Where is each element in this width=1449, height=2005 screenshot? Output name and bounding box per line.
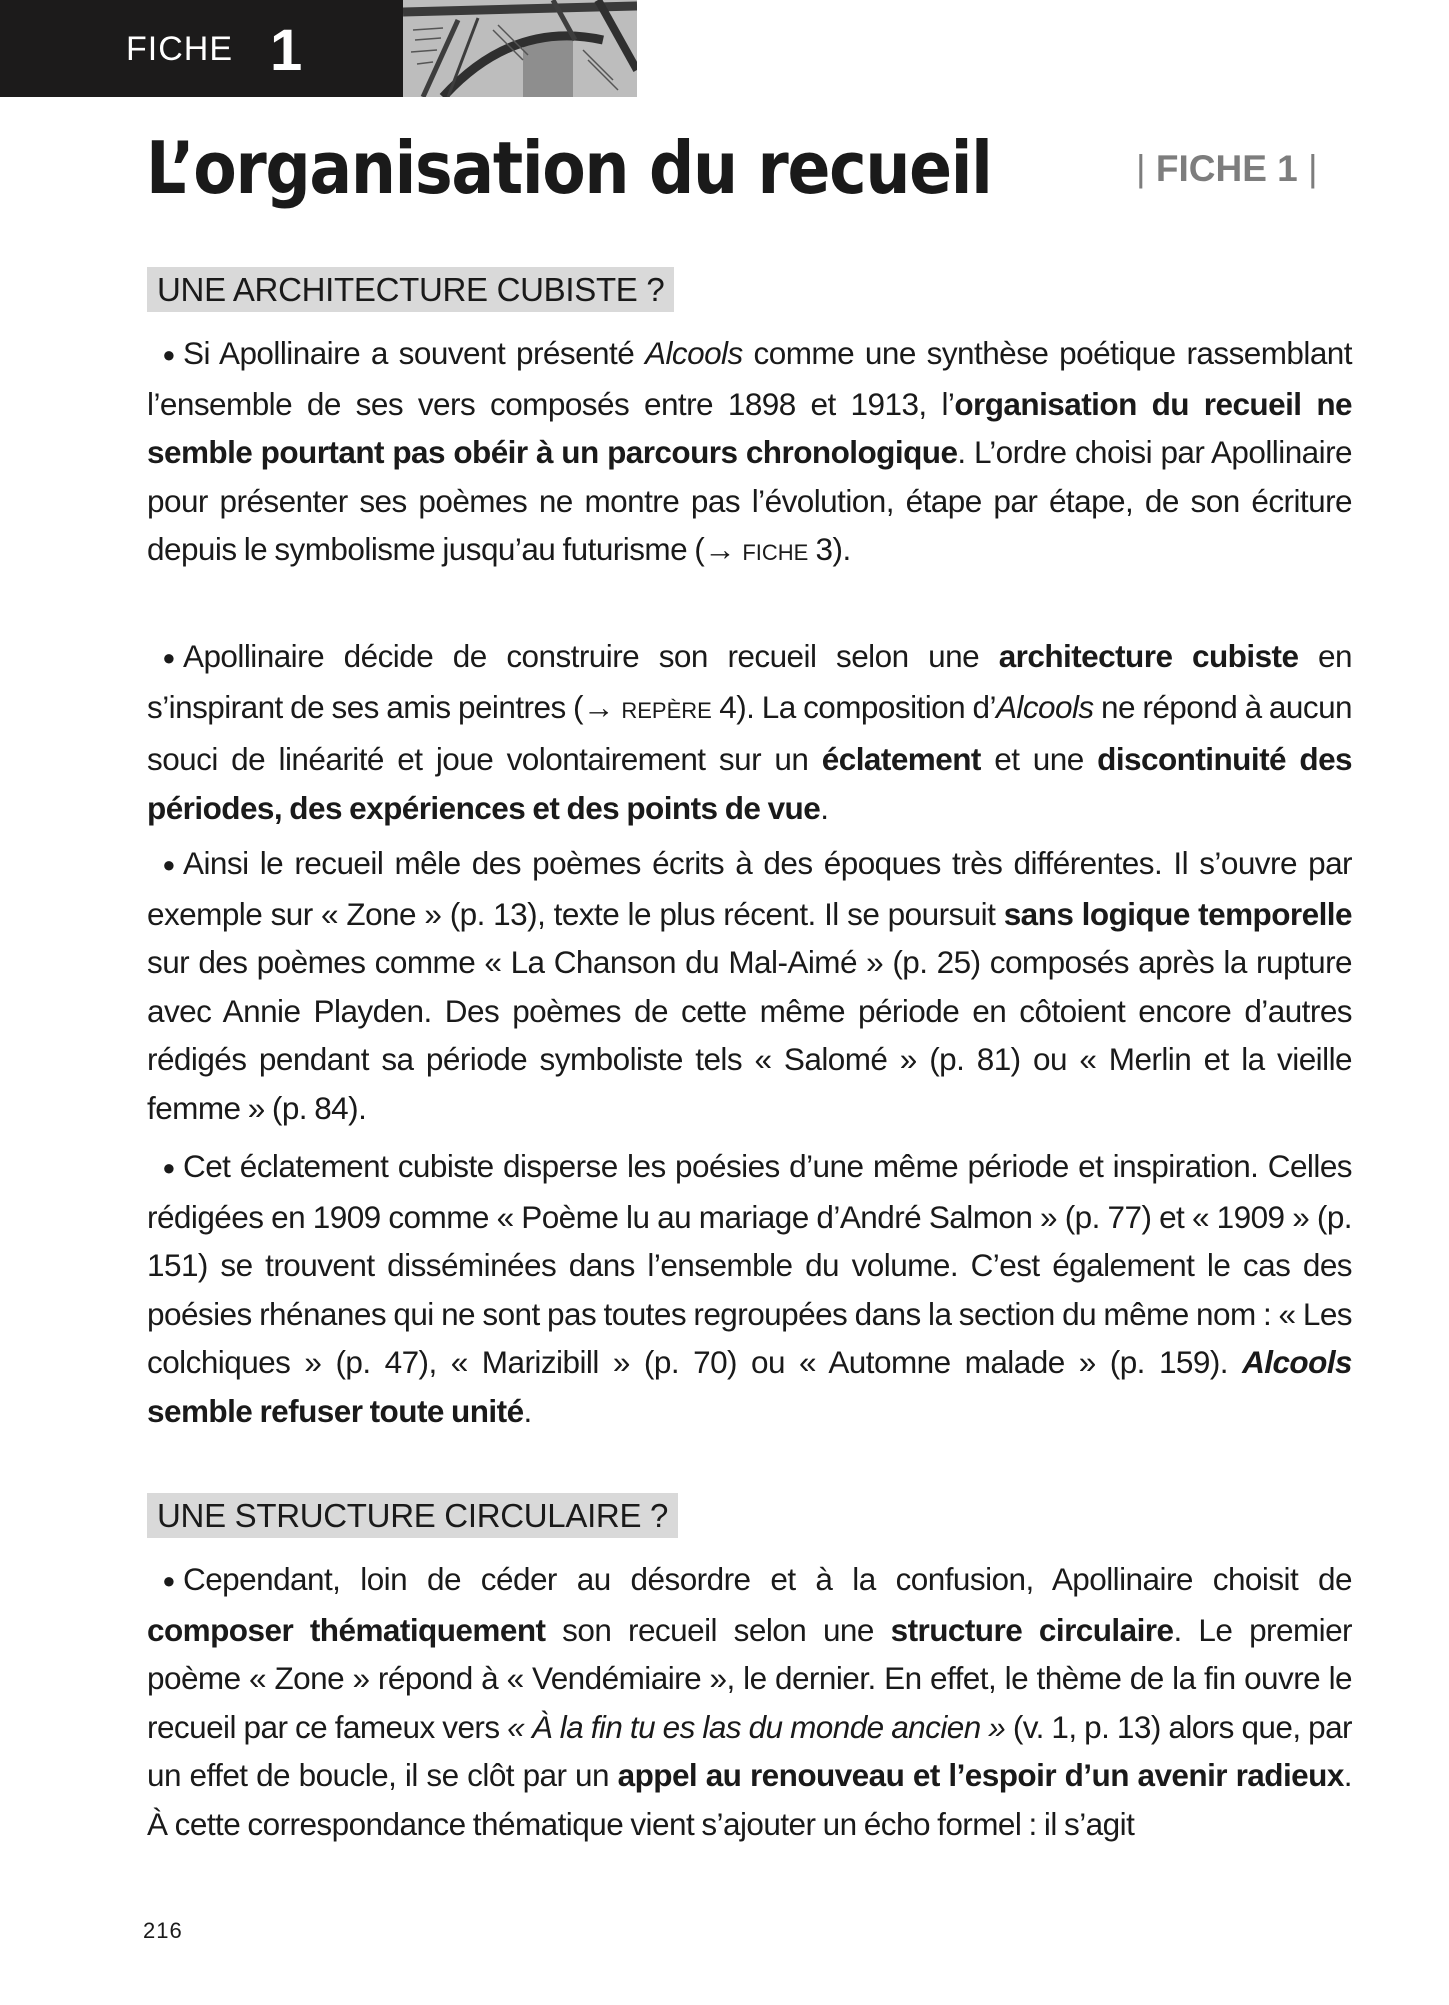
body-text: Cependant, loin de céder au désordre et à la confusion, Apollinaire choisit de — [183, 1561, 1352, 1597]
body-text: . À cette correspondance thématique vient s’ajouter un écho formel : il s’agit — [147, 1757, 1352, 1842]
bullet-icon: ● — [162, 1568, 175, 1593]
body-text: . — [523, 1392, 532, 1429]
body-text: . L’ordre choisi par Apollinaire pour présenter ses poèmes ne montre pas l’évolution, étape par étape, de son écriture depuis le symbolisme jusqu’au futurisme (→ — [147, 434, 1352, 568]
body-text: Cet éclatement cubiste disperse les poésies d’une même période et inspiration. Celles rédigées en 1909 comme « Poème lu au mariage d’André Salmon » (p. 77) et « 1909 » (p. 151) se trouvent disséminées dans l’ensemble du volume. C’est également le cas des poésies rhénanes qui ne sont pas toutes regroupées dans la section du même nom : « Les colchiques » (p. 47), « Marizibill » (p. 70) ou « Automne malade » (p. 159). — [147, 1148, 1352, 1381]
paragraph — [147, 1142, 1352, 1436]
italic-text: « À la fin tu es las du monde ancien » — [507, 1708, 1006, 1745]
body-text: ne répond à aucun souci de linéarité et joue volontairement sur un — [147, 688, 1353, 778]
italic-text: Alcools — [645, 335, 743, 371]
cross-reference: FICHE — [742, 540, 809, 566]
body-text: . Le premier poème « Zone » répond à « Vendémiaire », le dernier. En effet, le thème de la fin ouvre le recueil par ce fameux vers — [147, 1611, 1352, 1745]
body-text: Si Apollinaire a souvent présenté — [183, 335, 646, 371]
banner-engraving-image — [403, 0, 637, 97]
section-heading-architecture-cubiste: UNE ARCHITECTURE CUBISTE ? — [147, 267, 674, 312]
cross-reference: REPÈRE — [621, 697, 712, 723]
emphasis-text: éclatement — [821, 741, 981, 778]
paragraph — [147, 632, 1352, 832]
body-text: son recueil selon une — [545, 1611, 891, 1648]
emphasis-text: sans logique temporelle — [1003, 895, 1352, 932]
body-text: (v. 1, p. 13) alors que, par un effet de boucle, il se clôt par un — [147, 1708, 1353, 1794]
body-text: 3). — [808, 531, 851, 568]
section-heading-structure-circulaire: UNE STRUCTURE CIRCULAIRE ? — [147, 1493, 678, 1538]
banner-fiche-label: FICHE — [126, 30, 233, 68]
fiche-tag — [1136, 150, 1318, 187]
body-text: Ainsi le recueil mêle des poèmes écrits à des époques très différentes. Il s’ouvre par exemple sur « Zone » (p. 13), texte le plus récent. Il se poursuit — [147, 845, 1352, 932]
emphasis-text: discontinuité des périodes, des expériences et des points de vue — [147, 741, 1353, 826]
engraving-arch-icon — [403, 0, 637, 97]
body-text: . — [820, 789, 829, 826]
paragraph — [147, 839, 1352, 1133]
emphasis-text: semble refuser toute unité — [147, 1392, 524, 1429]
emphasis-text: structure circulaire — [890, 1611, 1174, 1648]
emphasis-text: Alcools — [1242, 1344, 1352, 1381]
body-text: et une — [980, 741, 1098, 778]
chapter-banner — [0, 0, 403, 97]
body-text: sur des poèmes comme « La Chanson du Mal-Aimé » (p. 25) composés après la rupture avec Annie Playden. Des poèmes de cette même période en côtoient encore d’autres rédigés pendant sa période symboliste tels « Salomé » (p. 81) ou « Merlin et la vieille femme » (p. 84). — [147, 944, 1352, 1126]
emphasis-text: composer thématiquement — [147, 1611, 546, 1648]
emphasis-text: architecture cubiste — [998, 638, 1299, 674]
emphasis-text: appel au renouveau et l’espoir d’un avenir radieux — [617, 1757, 1344, 1794]
paragraph — [147, 329, 1352, 578]
bullet-icon: ● — [162, 342, 175, 367]
page-number: 216 — [143, 1918, 183, 1943]
banner-fiche-number: 1 — [270, 18, 303, 83]
bullet-icon: ● — [162, 852, 175, 877]
fiche-tag-left-bar: | — [1136, 148, 1146, 189]
bullet-icon: ● — [162, 1155, 175, 1180]
paragraph — [147, 1555, 1352, 1849]
bullet-icon: ● — [162, 645, 175, 670]
fiche-tag-label: FICHE 1 — [1155, 148, 1298, 189]
body-text: 4). La composition d’ — [711, 688, 996, 725]
body-text: en s’inspirant de ses amis peintres (→ — [147, 638, 1352, 725]
page-title: L’organisation du recueil — [146, 126, 992, 210]
italic-text: Alcools — [995, 688, 1094, 725]
body-text: comme une synthèse poétique rassemblant l’ensemble de ses vers composés entre 1898 et 1913, l’ — [147, 335, 1352, 422]
emphasis-text: organisation du recueil ne semble pourtant pas obéir à un parcours chronologique — [147, 385, 1352, 471]
body-text: Apollinaire décide de construire son recueil selon une — [183, 638, 999, 674]
fiche-tag-right-bar: | — [1308, 148, 1318, 189]
